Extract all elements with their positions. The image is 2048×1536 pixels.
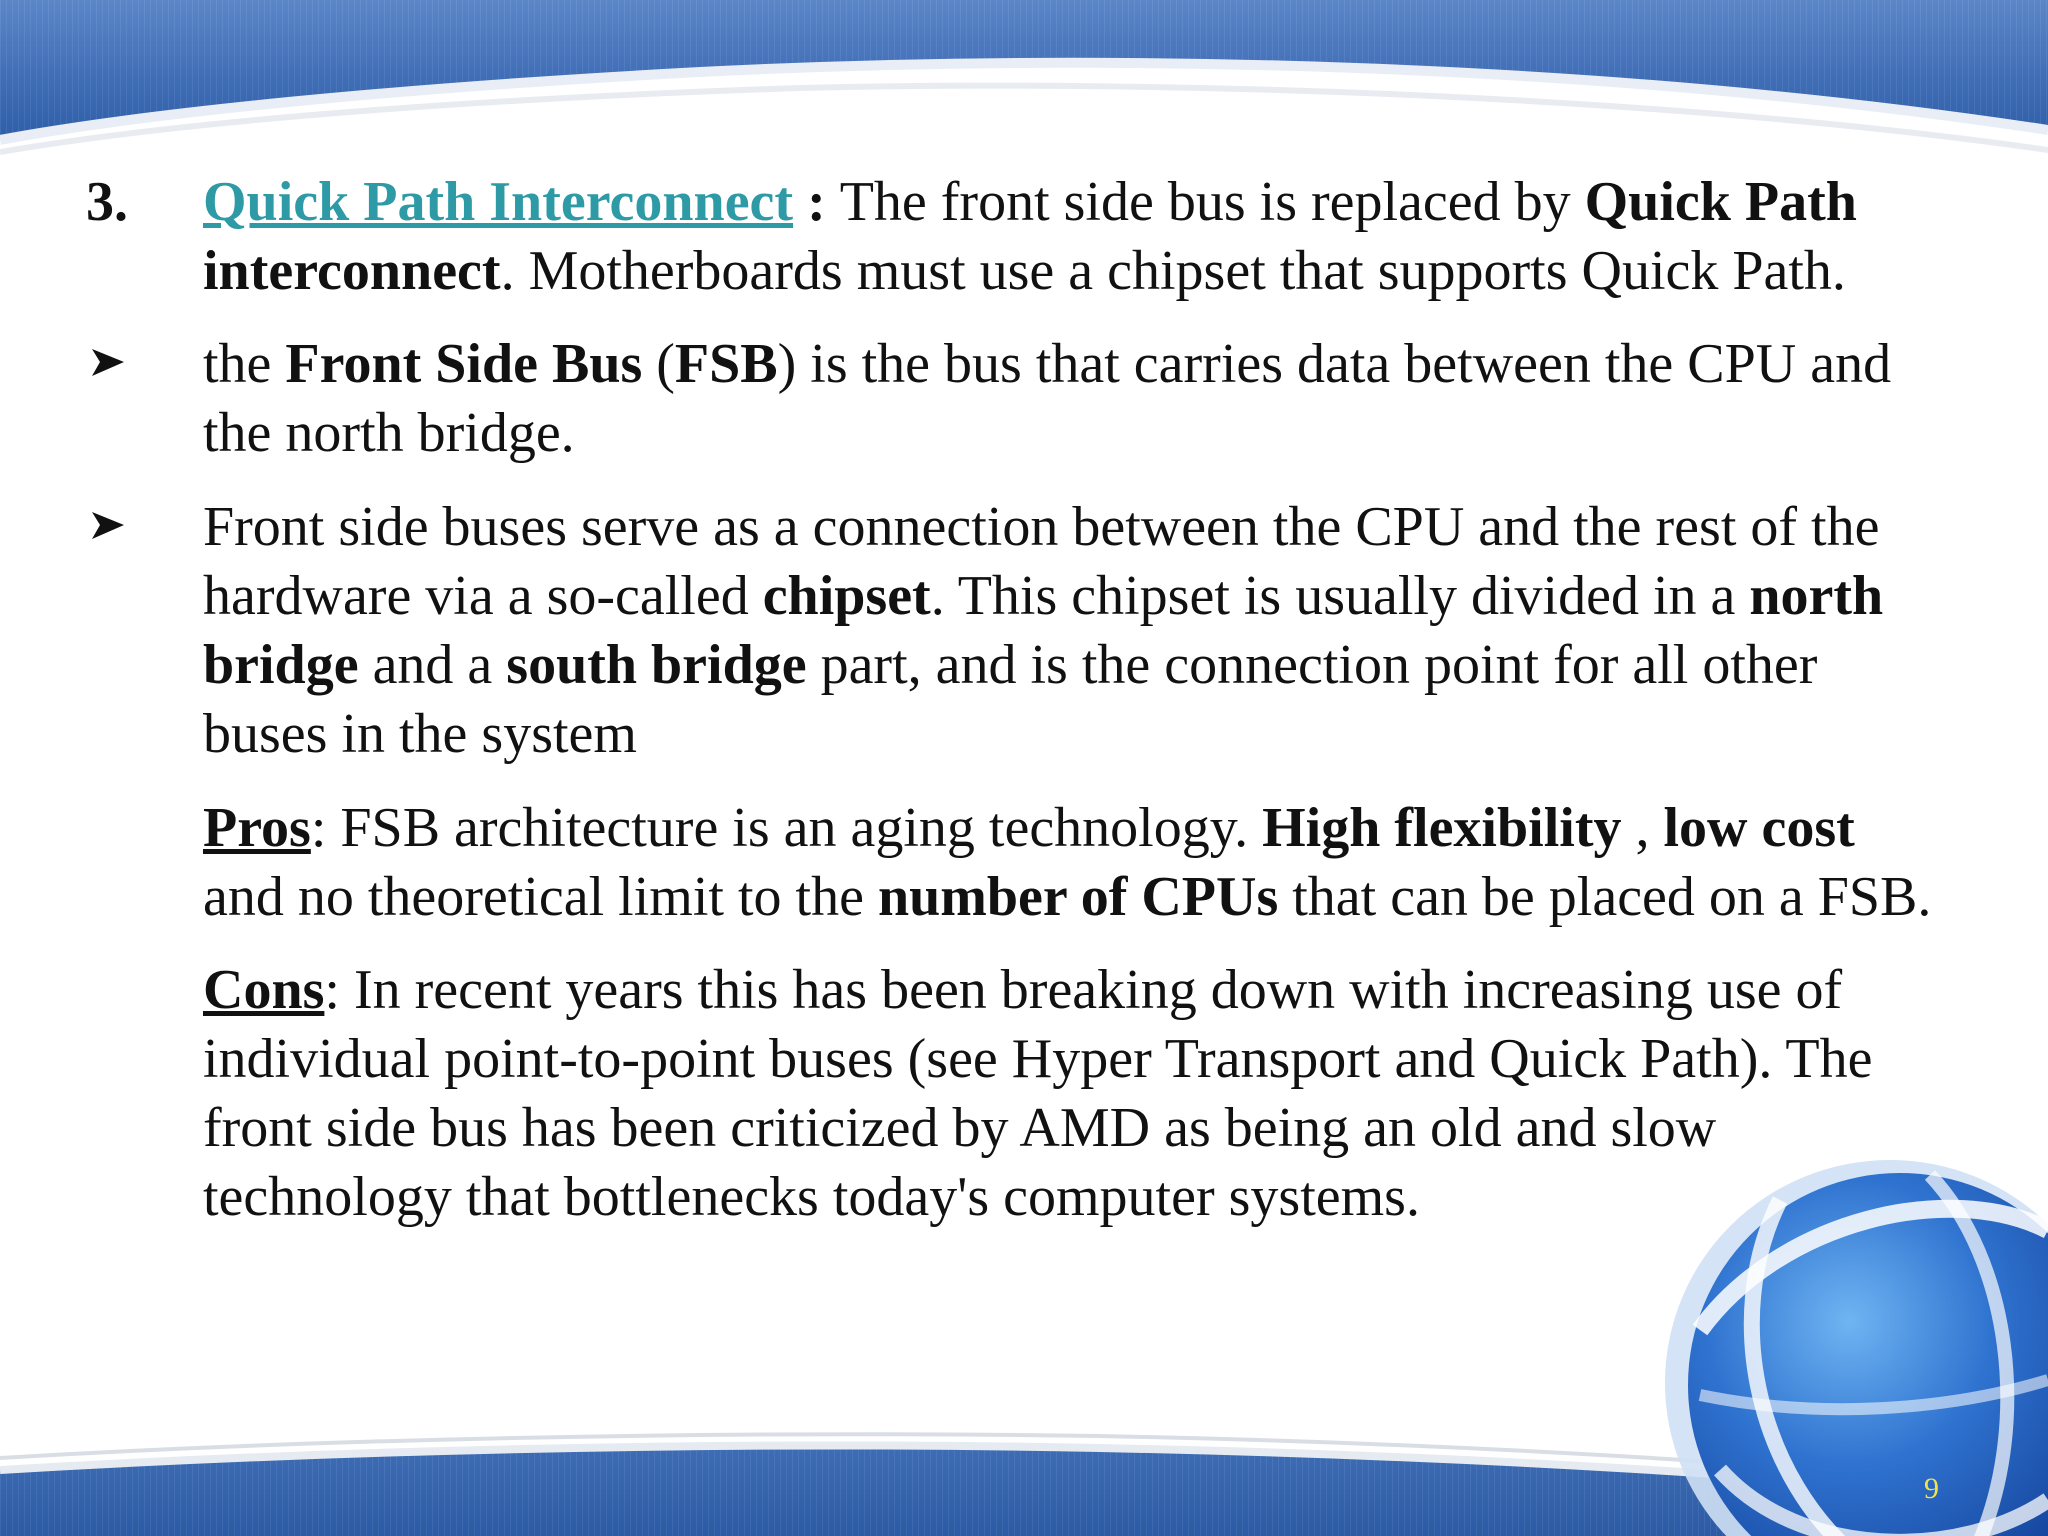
pros-text: Pros: FSB architecture is an aging technology. High flexibility , low cost and no theoretical limit to the number of CPUs that can be placed on a FSB. [203, 797, 1932, 928]
item-3-colon: : [793, 171, 840, 233]
item-3-text: Quick Path Interconnect : The front side bus is replaced by Quick Path interconnect. Motherboards must use a chipset that supports Quick Path. [203, 171, 1857, 302]
item-number: 3. [86, 171, 128, 233]
arrowhead-bullet-icon [88, 493, 128, 562]
page-number: 9 [1924, 1472, 1939, 1505]
bullet-2-text: Front side buses serve as a connection between the CPU and the rest of the hardware via a so-called chipset. This chipset is usually divided in a north bridge and a south bridge part, and is the connection point for all other buses in the system [203, 496, 1884, 765]
pros-label: Pros [203, 797, 311, 859]
cons-label: Cons [203, 959, 325, 1021]
bullet-1-text: the Front Side Bus (FSB) is the bus that carries data between the CPU and the north bridge. [203, 333, 1892, 464]
cons-text: Cons: In recent years this has been breaking down with increasing use of individual point-to-point buses (see Hyper Transport and Quick Path). The front side bus has been criticized by AMD as being an old and slow technology that bottlenecks today's computer systems. [203, 959, 1873, 1228]
arrowhead-bullet-icon [88, 330, 128, 399]
quick-path-interconnect-link[interactable]: Quick Path Interconnect [203, 171, 794, 233]
